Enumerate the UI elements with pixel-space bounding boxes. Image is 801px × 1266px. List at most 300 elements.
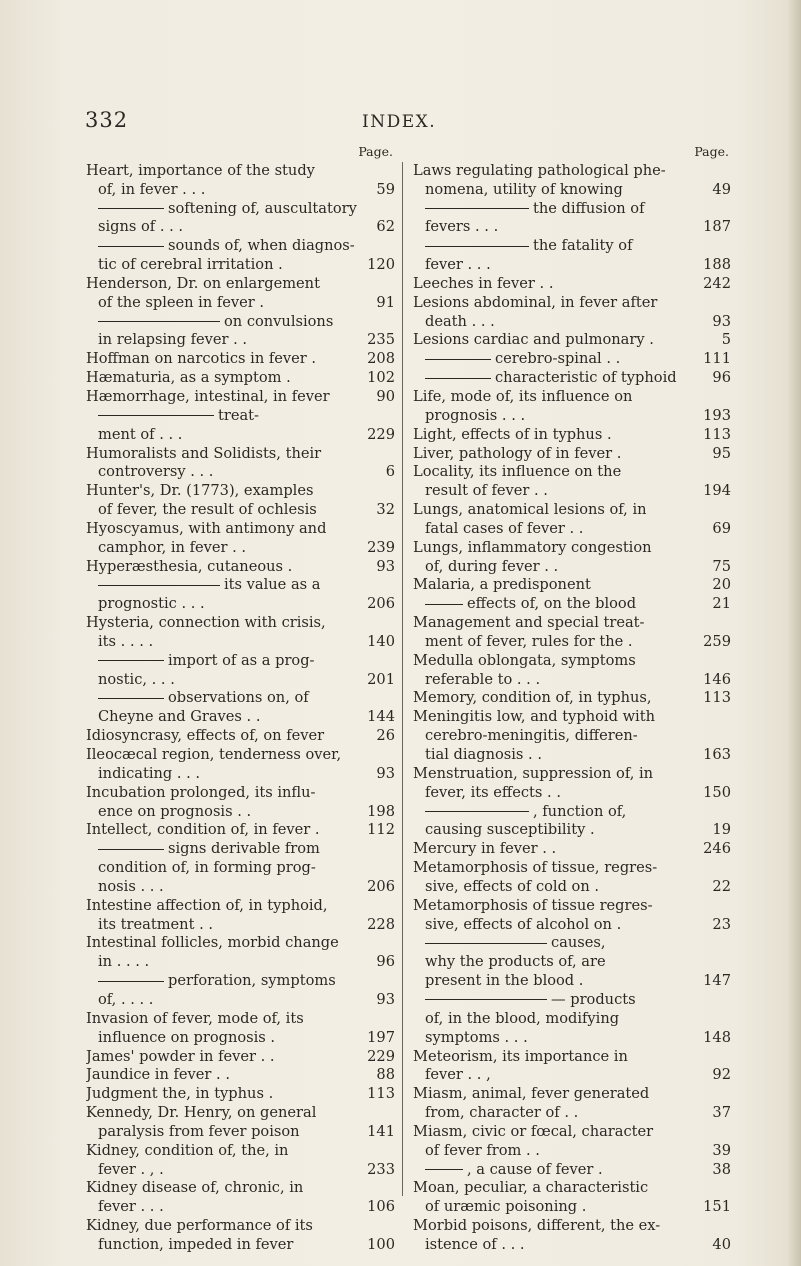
index-entry-line: [86, 369, 395, 388]
page-reference: 96: [376, 953, 395, 971]
page-reference: 111: [703, 350, 731, 368]
entry-text: Hoffman on narcotics in fever .: [86, 350, 317, 368]
entry-text: Liver, pathology of in fever .: [413, 444, 622, 462]
entry-text: fever . , .: [98, 1160, 164, 1178]
index-entry-line: [86, 1085, 395, 1104]
entry-text: tic of cerebral irritation .: [98, 256, 283, 274]
entry-text: Management and special treat-: [413, 614, 645, 632]
page-reference: 206: [367, 595, 395, 613]
index-entry-line: [86, 595, 395, 614]
index-entry-line: [413, 1179, 731, 1198]
index-entry-line: [413, 1198, 731, 1217]
page-reference: 5: [721, 331, 731, 349]
index-entry-line: [86, 1066, 395, 1085]
entry-text: Invasion of fever, mode of, its: [86, 1009, 304, 1027]
page-reference: 246: [703, 840, 731, 858]
ditto-rule: [98, 585, 220, 586]
entry-text: Locality, its influence on the: [413, 463, 622, 481]
page-reference: 163: [703, 746, 731, 763]
entry-text: Meteorism, its importance in: [413, 1047, 628, 1065]
page-reference: 19: [712, 821, 731, 839]
entry-text: cerebro-spinal . .: [495, 350, 621, 368]
index-entry-line: [86, 916, 395, 935]
entry-text: paralysis from fever poison: [98, 1122, 300, 1140]
page-reference: 151: [703, 1198, 731, 1216]
index-entry-line: [86, 162, 395, 181]
entry-text: characteristic of typhoid: [495, 369, 677, 387]
entry-text: Lesions cardiac and pulmonary .: [413, 331, 654, 349]
entry-text: fever . . ,: [425, 1066, 491, 1084]
ditto-rule: [98, 208, 164, 209]
index-entry-line: [86, 520, 395, 539]
entry-text: observations on, of: [168, 689, 309, 707]
index-entry-line: [86, 784, 395, 803]
index-entry-line: [413, 520, 731, 539]
index-entry-line: [413, 633, 731, 652]
page-reference: 100: [367, 1235, 395, 1253]
entry-text: cerebro-meningitis, differen-: [425, 727, 638, 745]
page-reference: 140: [367, 632, 395, 650]
index-entry-line: [413, 652, 731, 671]
page-reference: 93: [712, 312, 731, 330]
page-reference: 147: [703, 972, 731, 990]
index-entry-line: [413, 689, 731, 708]
entry-text: signs of . . .: [98, 218, 184, 236]
page-reference: 148: [703, 1028, 731, 1046]
index-entry-line: [86, 821, 395, 840]
index-entry-line: [413, 256, 731, 275]
index-entry-line: [86, 1142, 395, 1161]
index-entry-line: [86, 200, 395, 219]
index-entry-line: [86, 765, 395, 784]
entry-text: Miasm, animal, fever generated: [413, 1085, 650, 1103]
ditto-rule: [98, 415, 214, 416]
index-entry-line: [86, 407, 395, 426]
ditto-rule: [98, 849, 164, 850]
entry-text: treat-: [218, 406, 259, 424]
index-entry-line: [86, 275, 395, 294]
index-entry-line: [86, 501, 395, 520]
entry-text: present in the blood .: [425, 972, 584, 990]
entry-text: function, impeded in fever: [98, 1235, 294, 1253]
page-reference: 6: [385, 463, 395, 481]
entry-text: Kidney, due performance of its: [86, 1217, 313, 1235]
entry-text: Lesions abdominal, in fever after: [413, 293, 658, 311]
index-entry-line: [86, 388, 395, 407]
index-entry-line: [413, 784, 731, 803]
entry-text: of, in fever . . .: [98, 180, 206, 198]
page-reference: 144: [367, 708, 395, 726]
entry-text: Meningitis low, and typhoid with: [413, 708, 655, 726]
column-divider: [402, 162, 403, 1196]
index-entry-line: [86, 859, 395, 878]
entry-text: prognostic . . .: [98, 595, 205, 613]
index-entry-line: [413, 369, 731, 388]
ditto-rule: [425, 1169, 463, 1170]
page-reference: 95: [712, 444, 731, 462]
entry-text: its treatment . .: [98, 915, 213, 933]
index-entry-line: [86, 633, 395, 652]
index-entry-line: [86, 652, 395, 671]
index-entry-line: [413, 445, 731, 464]
index-entry-line: [413, 237, 731, 256]
index-entry-line: [86, 313, 395, 332]
entry-text: Kidney disease of, chronic, in: [86, 1179, 304, 1197]
index-entry-line: [86, 1217, 395, 1236]
index-entry-line: [413, 840, 731, 859]
entry-text: Morbid poisons, different, the ex-: [413, 1217, 661, 1235]
entry-text: symptoms . . .: [425, 1028, 528, 1046]
page-reference: 40: [712, 1235, 731, 1253]
index-entry-line: [86, 256, 395, 275]
index-entry-line: [413, 934, 731, 953]
entry-text: of the spleen in fever .: [98, 293, 265, 311]
index-entry-line: [413, 765, 731, 784]
page-reference: 229: [367, 425, 395, 443]
index-entry-line: [413, 746, 731, 765]
left-index-column: [86, 143, 395, 1255]
entry-text: Ileocæcal region, tenderness over,: [86, 746, 342, 763]
ditto-rule: [98, 660, 164, 661]
index-entry-line: [413, 200, 731, 219]
index-entry-line: [86, 1048, 395, 1067]
page-reference: 106: [367, 1198, 395, 1216]
entry-text: the fatality of: [533, 237, 633, 255]
entry-text: Moan, peculiar, a characteristic: [413, 1179, 649, 1197]
entry-text: sive, effects of cold on .: [425, 877, 600, 895]
page-reference: 239: [367, 538, 395, 556]
entry-text: Life, mode of, its influence on: [413, 387, 633, 405]
page-reference: 62: [376, 218, 395, 236]
entry-text: in relapsing fever . .: [98, 331, 248, 349]
entry-text: Intellect, condition of, in fever .: [86, 821, 320, 839]
page-reference: 242: [703, 274, 731, 292]
ditto-rule: [425, 811, 529, 812]
index-entry-line: [86, 972, 395, 991]
ditto-rule: [98, 698, 164, 699]
index-entry-line: [86, 558, 395, 577]
index-entry-line: [86, 1104, 395, 1123]
ditto-rule: [425, 246, 529, 247]
entry-text: on convulsions: [224, 312, 334, 330]
entry-text: Kidney, condition of, the, in: [86, 1141, 289, 1159]
index-entry-line: [86, 746, 395, 765]
index-entry-line: [413, 1236, 731, 1255]
index-entry-line: [86, 294, 395, 313]
index-entry-line: [413, 463, 731, 482]
page-reference: 26: [376, 727, 395, 745]
entry-text: istence of . . .: [425, 1235, 525, 1253]
page-reference: 69: [712, 519, 731, 537]
index-entry-line: [413, 897, 731, 916]
page-reference: 206: [367, 877, 395, 895]
entry-text: Hæmorrhage, intestinal, in fever: [86, 387, 330, 405]
index-entry-line: [413, 991, 731, 1010]
entry-text: Light, effects of in typhus .: [413, 425, 612, 443]
index-entry-line: [86, 181, 395, 200]
index-entry-line: [413, 162, 731, 181]
entry-text: Intestine affection of, in typhoid,: [86, 896, 328, 914]
index-entry-line: [86, 350, 395, 369]
index-entry-line: [413, 294, 731, 313]
page-reference: 88: [376, 1066, 395, 1084]
entry-text: Intestinal follicles, morbid change: [86, 934, 339, 952]
entry-text: signs derivable from: [168, 840, 320, 858]
entry-text: Metamorphosis of tissue, regres-: [413, 859, 658, 877]
entry-text: the diffusion of: [533, 199, 645, 217]
index-entry-line: [86, 1010, 395, 1029]
page-reference: 91: [376, 293, 395, 311]
ditto-rule: [98, 981, 164, 982]
right-index-column: [413, 143, 731, 1255]
index-entry-line: [413, 671, 731, 690]
index-entry-line: [86, 463, 395, 482]
entry-text: fever . . .: [425, 256, 491, 274]
index-entry-line: [86, 708, 395, 727]
index-entry-line: [413, 407, 731, 426]
page-reference: 193: [703, 406, 731, 424]
index-entry-line: [413, 821, 731, 840]
entry-text: Malaria, a predisponent: [413, 576, 591, 594]
entry-text: Cheyne and Graves . .: [98, 708, 261, 726]
index-entry-line: [413, 1029, 731, 1048]
ditto-rule: [425, 359, 491, 360]
entry-text: Henderson, Dr. on enlargement: [86, 274, 320, 292]
index-entry-line: [413, 1123, 731, 1142]
entry-text: Leeches in fever . .: [413, 274, 554, 292]
entry-text: causes,: [551, 934, 606, 952]
index-entry-line: [413, 501, 731, 520]
page-reference: 113: [703, 689, 731, 707]
index-entry-line: [86, 1236, 395, 1255]
index-entry-line: [413, 1085, 731, 1104]
ditto-rule: [425, 999, 547, 1000]
page-reference: 188: [703, 256, 731, 274]
entry-text: ment of . . .: [98, 425, 183, 443]
page-reference: 201: [367, 670, 395, 688]
index-entry-line: [86, 1198, 395, 1217]
index-entry-line: [413, 1161, 731, 1180]
entry-text: Lungs, inflammatory congestion: [413, 538, 652, 556]
page-reference: 228: [367, 915, 395, 933]
index-entry-line: [86, 218, 395, 237]
index-entry-line: [86, 237, 395, 256]
index-entry-line: [413, 916, 731, 935]
entry-text: , a cause of fever .: [467, 1160, 603, 1178]
right-entries: [413, 162, 731, 1255]
index-entry-line: [86, 614, 395, 633]
index-entry-line: [86, 1161, 395, 1180]
index-entry-line: [413, 576, 731, 595]
index-entry-line: [86, 878, 395, 897]
entry-text: from, character of . .: [425, 1104, 579, 1122]
entry-text: Laws regulating pathological phe-: [413, 161, 666, 179]
entry-text: perforation, symptoms: [168, 972, 336, 990]
entry-text: fever . . .: [98, 1198, 164, 1216]
entry-text: Hyoscyamus, with antimony and: [86, 519, 327, 537]
ditto-rule: [425, 208, 529, 209]
entry-text: Mercury in fever . .: [413, 840, 557, 858]
entry-text: influence on prognosis .: [98, 1028, 276, 1046]
entry-text: James' powder in fever . .: [86, 1047, 275, 1065]
entry-text: Judgment the, in typhus .: [86, 1085, 274, 1103]
entry-text: Hunter's, Dr. (1773), examples: [86, 482, 314, 500]
entry-text: nostic, . . .: [98, 670, 175, 688]
entry-text: of uræmic poisoning .: [425, 1198, 587, 1216]
page-reference: 92: [712, 1066, 731, 1084]
ditto-rule: [425, 604, 463, 605]
entry-text: Metamorphosis of tissue regres-: [413, 896, 653, 914]
page-reference: 113: [703, 425, 731, 443]
entry-text: result of fever . .: [425, 482, 548, 500]
index-entry-line: [86, 727, 395, 746]
entry-text: camphor, in fever . .: [98, 538, 247, 556]
index-entry-line: [86, 331, 395, 350]
ditto-rule: [425, 943, 547, 944]
index-entry-line: [413, 388, 731, 407]
page-reference: 90: [376, 387, 395, 405]
entry-text: of, in the blood, modifying: [425, 1009, 620, 1027]
entry-text: why the products of, are: [425, 953, 606, 971]
page-reference: 39: [712, 1141, 731, 1159]
page-reference: 141: [367, 1122, 395, 1140]
page-reference: 146: [703, 670, 731, 688]
page-reference: 59: [376, 180, 395, 198]
entry-text: of, . . . .: [98, 990, 154, 1008]
index-entry-line: [413, 426, 731, 445]
entry-text: ment of fever, rules for the .: [425, 632, 633, 650]
entry-text: effects of, on the blood: [467, 595, 637, 613]
entry-text: Humoralists and Solidists, their: [86, 444, 322, 462]
entry-text: of, during fever . .: [425, 557, 559, 575]
entry-text: fevers . . .: [425, 218, 499, 236]
entry-text: Idiosyncrasy, effects of, on fever: [86, 727, 325, 745]
entry-text: causing susceptibility .: [425, 821, 595, 839]
index-entry-line: [413, 953, 731, 972]
entry-text: its . . . .: [98, 632, 154, 650]
entry-text: Hæmaturia, as a symptom .: [86, 369, 291, 387]
page-reference: 259: [703, 632, 731, 650]
index-entry-line: [86, 671, 395, 690]
index-entry-line: [413, 539, 731, 558]
index-entry-line: [413, 1104, 731, 1123]
index-entry-line: [413, 1066, 731, 1085]
ditto-rule: [98, 321, 220, 322]
index-entry-line: [86, 1179, 395, 1198]
entry-text: nomena, utility of knowing: [425, 180, 623, 198]
index-entry-line: [86, 426, 395, 445]
page-reference: 37: [712, 1104, 731, 1122]
entry-text: of fever from . .: [425, 1141, 540, 1159]
index-entry-line: [86, 897, 395, 916]
page-reference: 187: [703, 218, 731, 236]
page-reference: 75: [712, 557, 731, 575]
page-reference: 21: [712, 595, 731, 613]
page-reference: 112: [367, 821, 395, 839]
index-entry-line: [86, 934, 395, 953]
index-entry-line: [413, 708, 731, 727]
index-entry-line: [86, 953, 395, 972]
index-entry-line: [86, 1029, 395, 1048]
index-entry-line: [86, 840, 395, 859]
index-entry-line: [413, 331, 731, 350]
entry-text: — products: [551, 990, 636, 1008]
entry-text: prognosis . . .: [425, 406, 526, 424]
index-entry-line: [413, 275, 731, 294]
index-entry-line: [413, 859, 731, 878]
left-entries: [86, 162, 395, 1255]
entry-text: Hysteria, connection with crisis,: [86, 614, 326, 632]
entry-text: tial diagnosis . .: [425, 746, 542, 763]
page-reference: 197: [367, 1028, 395, 1046]
entry-text: Memory, condition of, in typhus,: [413, 689, 652, 707]
index-entry-line: [413, 727, 731, 746]
index-entry-line: [413, 614, 731, 633]
page-reference: 235: [367, 331, 395, 349]
entry-text: death . . .: [425, 312, 495, 330]
index-entry-line: [413, 878, 731, 897]
index-entry-line: [413, 1010, 731, 1029]
page-reference: 208: [367, 350, 395, 368]
entry-text: ence on prognosis . .: [98, 802, 252, 820]
index-entry-line: [86, 445, 395, 464]
page-reference: 96: [712, 369, 731, 387]
page-reference: 20: [712, 576, 731, 594]
index-entry-line: [413, 595, 731, 614]
entry-text: fever, its effects . .: [425, 783, 561, 801]
entry-text: fatal cases of fever . .: [425, 519, 584, 537]
page-edge-shadow: [787, 0, 801, 1266]
entry-text: Incubation prolonged, its influ-: [86, 783, 316, 801]
entry-text: Jaundice in fever . .: [86, 1066, 230, 1084]
running-head: INDEX.: [362, 112, 437, 132]
index-entry-line: [413, 558, 731, 577]
index-entry-line: [413, 482, 731, 501]
index-entry-line: [86, 482, 395, 501]
page-reference: 198: [367, 802, 395, 820]
entry-text: Hyperæsthesia, cutaneous .: [86, 557, 293, 575]
index-entry-line: [86, 539, 395, 558]
entry-text: nosis . . .: [98, 877, 164, 895]
index-entry-line: [413, 972, 731, 991]
page-reference: 120: [367, 256, 395, 274]
index-entry-line: [86, 689, 395, 708]
page-reference: 93: [376, 764, 395, 782]
page-reference: 22: [712, 877, 731, 895]
entry-text: , function of,: [533, 802, 627, 820]
page-reference: 93: [376, 557, 395, 575]
ditto-rule: [425, 378, 491, 379]
entry-text: of fever, the result of ochlesis: [98, 501, 317, 519]
page-reference: 102: [367, 369, 395, 387]
page-reference: 49: [712, 180, 731, 198]
page-reference: 194: [703, 482, 731, 500]
page-reference: 93: [376, 990, 395, 1008]
entry-text: sive, effects of alcohol on .: [425, 915, 622, 933]
page-reference: 229: [367, 1047, 395, 1065]
index-entry-line: [413, 1142, 731, 1161]
index-entry-line: [413, 350, 731, 369]
index-entry-line: [86, 1123, 395, 1142]
entry-text: in . . . .: [98, 953, 150, 971]
entry-text: sounds of, when diagnos-: [168, 237, 355, 255]
entry-text: import of as a prog-: [168, 651, 315, 669]
entry-text: referable to . . .: [425, 670, 541, 688]
entry-text: Heart, importance of the study: [86, 161, 315, 179]
index-entry-line: [86, 576, 395, 595]
page-number: 332: [85, 108, 129, 132]
left-page-label: Page.: [358, 144, 393, 159]
